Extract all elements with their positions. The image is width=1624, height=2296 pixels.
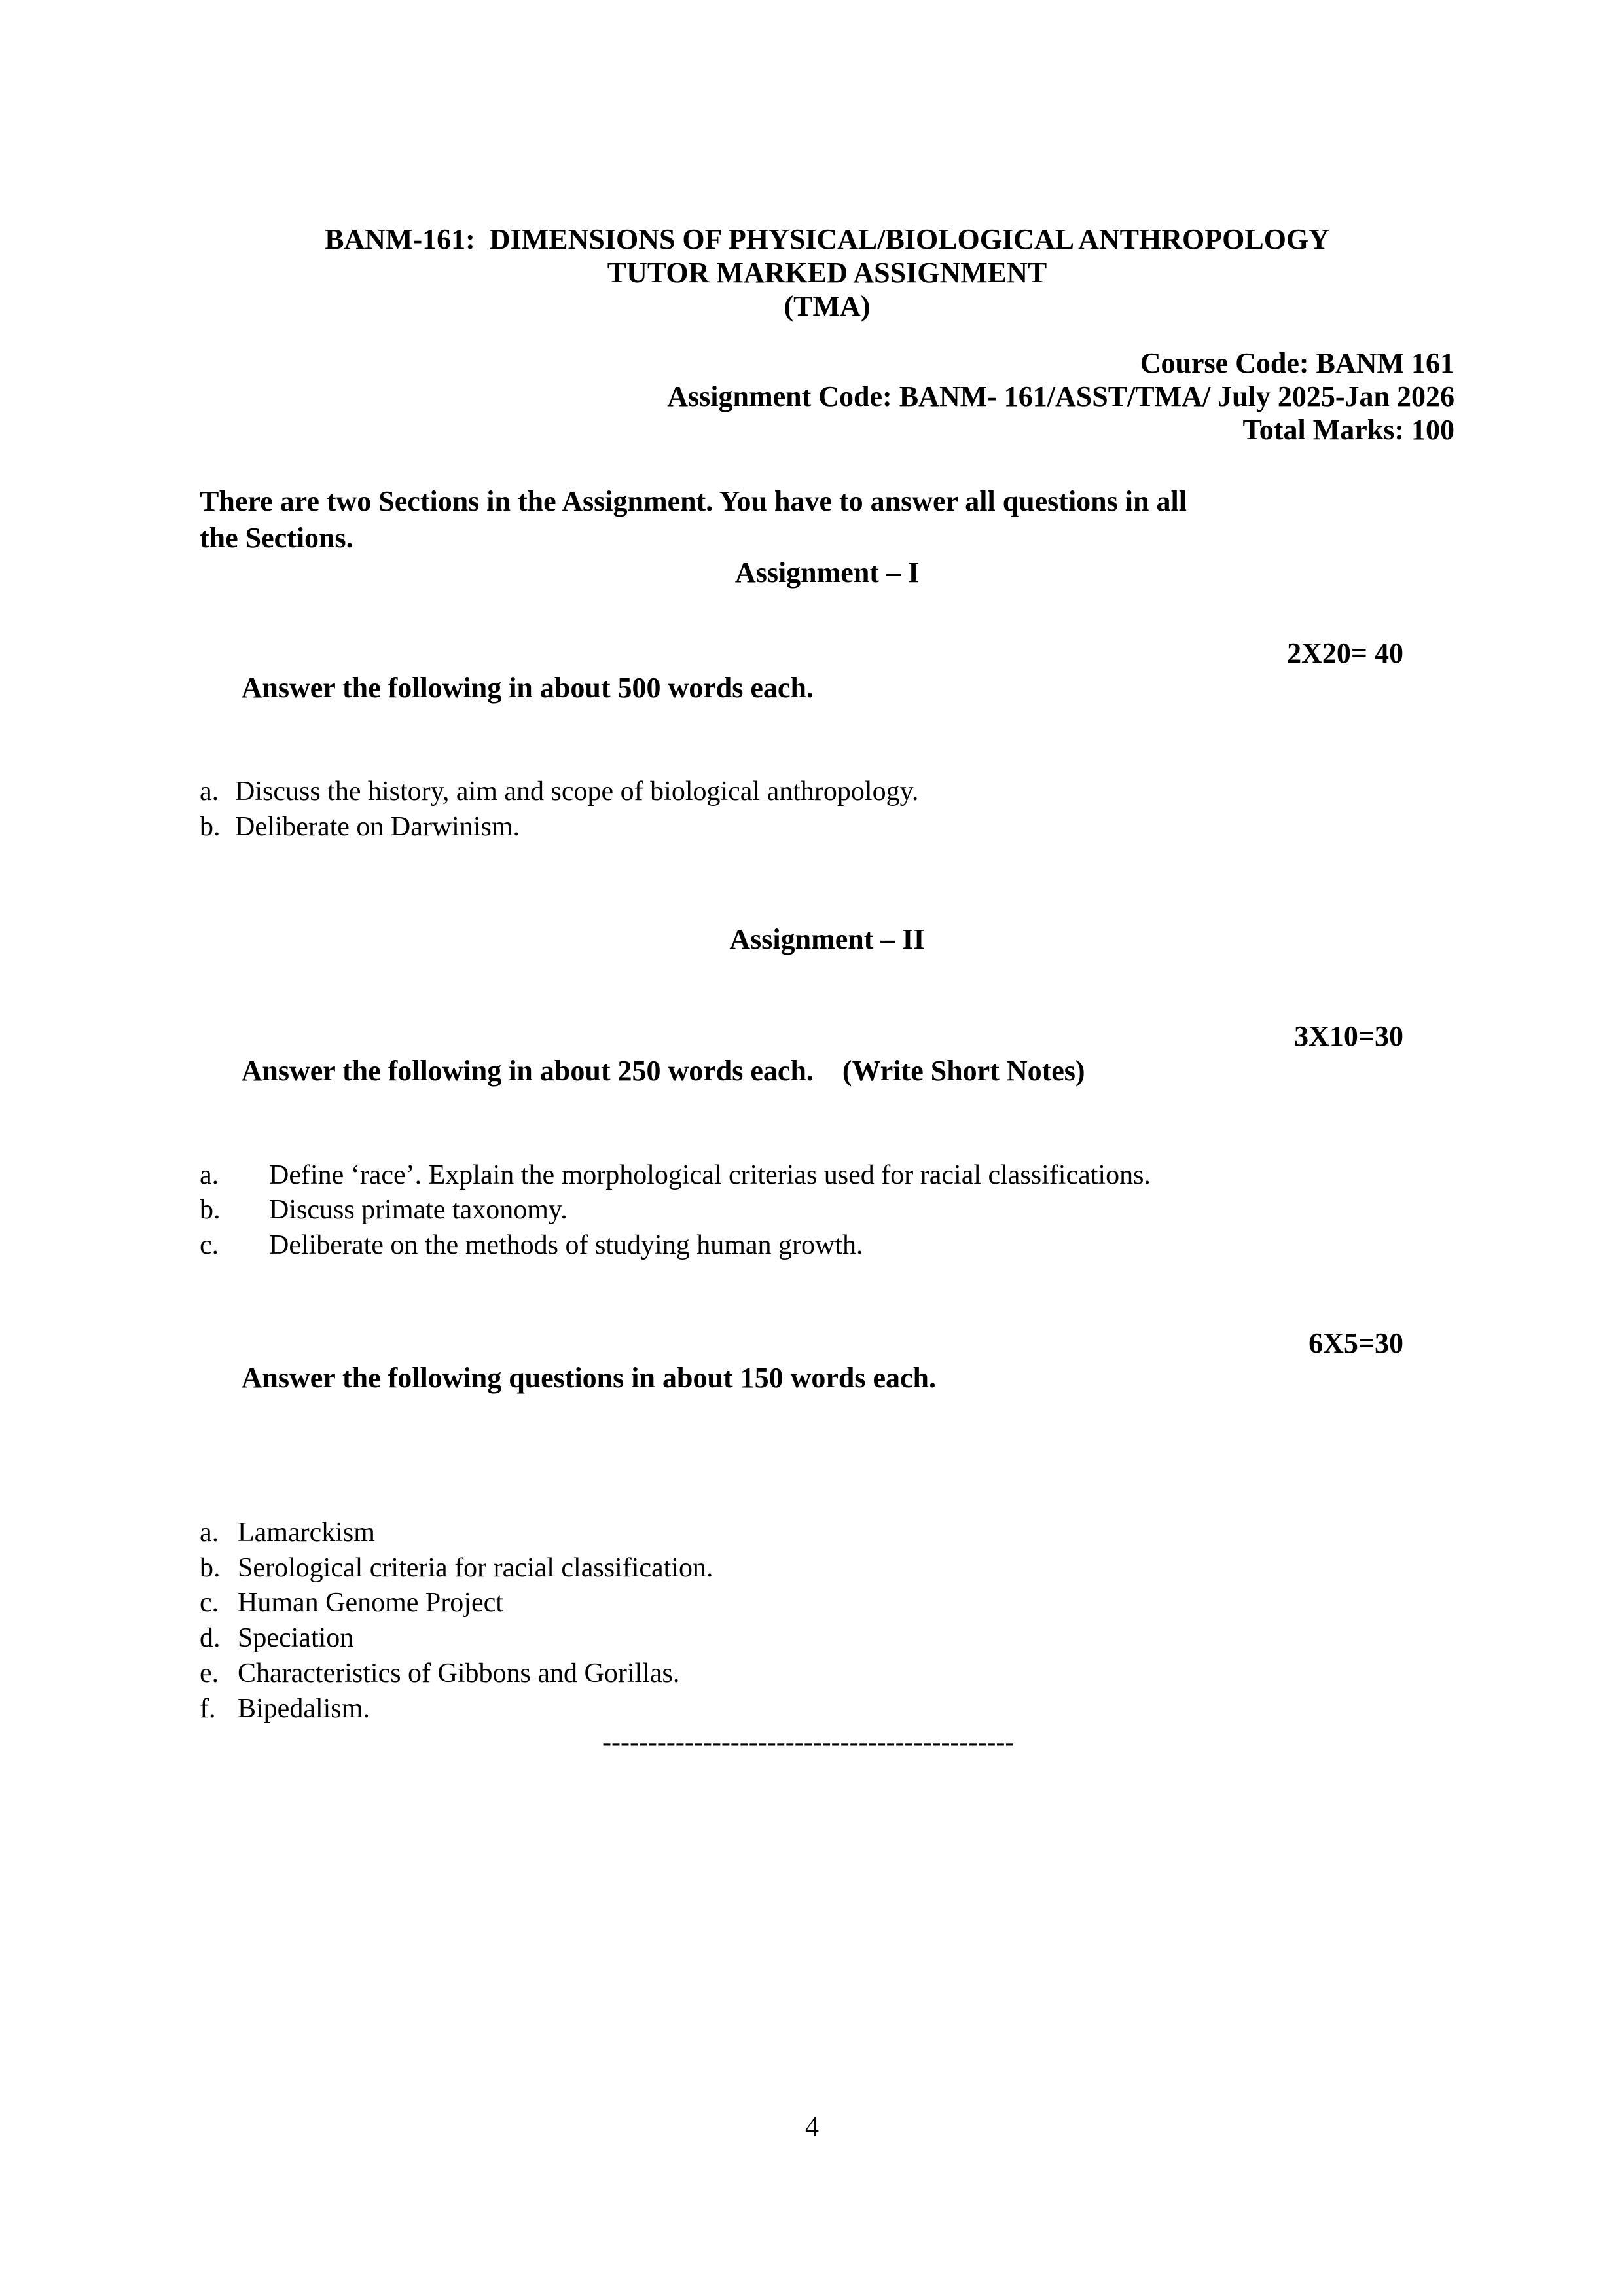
section-separator: --------------------------------------------- <box>602 1728 1015 1758</box>
list-marker: c. <box>200 1230 219 1261</box>
short-notes-marks: 6X5=30 <box>1308 1326 1403 1359</box>
list-item <box>200 1621 1454 1656</box>
list-item-text: Lamarckism <box>238 1517 375 1548</box>
short-notes-instruction: Answer the following questions in about 150 words each. <box>241 1361 936 1394</box>
list-item-text: Deliberate on Darwinism. <box>235 811 520 842</box>
meta-course-code: Course Code: BANM 161 <box>1140 347 1454 380</box>
list-item-text: Characteristics of Gibbons and Gorillas. <box>238 1658 680 1688</box>
list-item <box>200 1228 1454 1264</box>
list-marker: f. <box>200 1693 216 1724</box>
document-title-block <box>200 223 1454 323</box>
assignment-one-instruction: Answer the following in about 500 words each. <box>241 671 814 704</box>
title-line-course: BANM-161: DIMENSIONS OF PHYSICAL/BIOLOGICAL ANTHROPOLOGY <box>325 223 1329 255</box>
list-item <box>200 1656 1454 1692</box>
list-marker: a. <box>200 1517 219 1548</box>
list-item <box>200 810 1454 845</box>
page-number: 4 <box>805 2112 819 2142</box>
meta-total-marks: Total Marks: 100 <box>1242 414 1454 446</box>
assignment-two-marks: 3X10=30 <box>1294 1020 1403 1053</box>
document-meta-block <box>200 346 1454 446</box>
list-item-text: Human Genome Project <box>238 1588 503 1618</box>
intro-paragraph: There are two Sections in the Assignment. You have to answer all questions in all the Sections. <box>200 485 1187 554</box>
short-notes-list <box>200 1516 1454 1727</box>
list-marker: c. <box>200 1588 219 1618</box>
list-item <box>200 1692 1454 1727</box>
meta-assignment-code: Assignment Code: BANM- 161/ASST/TMA/ July 2025-Jan 2026 <box>667 380 1454 413</box>
list-item-text: Serological criteria for racial classification. <box>238 1552 713 1583</box>
list-item-text: Discuss the history, aim and scope of biological anthropology. <box>235 776 919 807</box>
list-item <box>200 1516 1454 1551</box>
assignment-two-list <box>200 1158 1454 1264</box>
list-item-text: Bipedalism. <box>238 1693 370 1724</box>
list-item-text: Deliberate on the methods of studying human growth. <box>269 1230 863 1261</box>
assignment-one-heading: Assignment – I <box>734 556 920 589</box>
list-item <box>200 1551 1454 1586</box>
assignment-two-instruction-row <box>200 1019 1454 1157</box>
list-marker: a. <box>200 1159 219 1190</box>
assignment-one-marks: 2X20= 40 <box>1287 636 1403 669</box>
list-item <box>200 1586 1454 1621</box>
assignment-two-instruction: Answer the following in about 250 words each. (Write Short Notes) <box>241 1055 1085 1087</box>
assignment-one-instruction-row <box>200 636 1454 774</box>
list-item-text: Speciation <box>238 1623 354 1654</box>
list-item <box>200 774 1454 810</box>
page-content <box>200 223 1454 1760</box>
title-line-tma: TUTOR MARKED ASSIGNMENT <box>607 257 1047 289</box>
list-item <box>200 1193 1454 1228</box>
list-marker: b. <box>200 1552 221 1583</box>
title-line-tma-abbrev: (TMA) <box>784 290 871 323</box>
list-marker: a. <box>200 776 219 807</box>
short-notes-instruction-row <box>200 1326 1454 1465</box>
list-marker: e. <box>200 1658 219 1688</box>
assignment-one-list <box>200 774 1454 845</box>
list-item-text: Define ‘race’. Explain the morphological criterias used for racial classifications. <box>269 1159 1151 1190</box>
list-marker: d. <box>200 1623 221 1654</box>
list-item-text: Discuss primate taxonomy. <box>269 1195 568 1226</box>
list-item <box>200 1158 1454 1194</box>
list-marker: b. <box>200 1195 221 1226</box>
assignment-two-heading: Assignment – II <box>729 922 925 955</box>
list-marker: b. <box>200 811 221 842</box>
